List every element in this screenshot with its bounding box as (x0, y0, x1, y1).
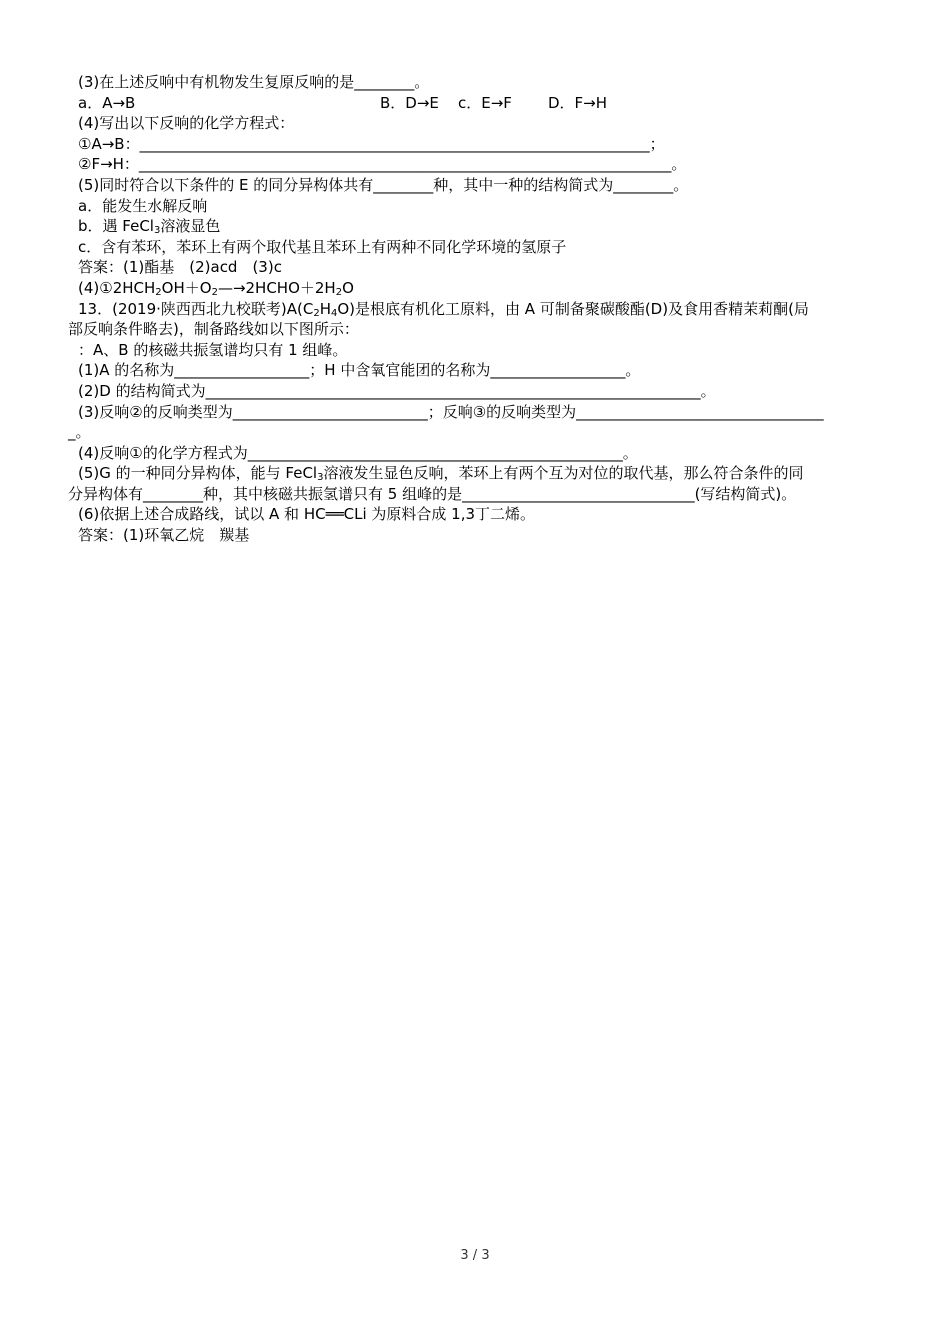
q13-part-1: (1)A 的名称为__________________；H 中含氧官能团的名称为__________________。 (78, 361, 641, 380)
answer-12-line-1: 答案：(1)酯基 (2)acd (3)c (78, 258, 282, 277)
q13-part-6: (6)依据上述合成路线，试以 A 和 HC══CLi 为原料合成 1,3丁二烯。 (78, 505, 536, 524)
q13-part-2: (2)D 的结构简式为__________________________________________________________________。 (78, 381, 716, 400)
q4-line-1: ①A→B：____________________________________________________________________； (78, 134, 665, 153)
q4-line-2: ②F→H：_______________________________________________________________________。 (78, 155, 687, 174)
q5-b-subscript: 3 (153, 225, 161, 237)
q13-part-5-cont: 分异构体有________种，其中核磁共振氢谱只有 5 组峰的是_______________________________(写结构简式)。 (68, 484, 797, 503)
q5-stem: (5)同时符合以下条件的 E 的同分异构体共有________种，其中一种的结构简式为________。 (78, 175, 689, 194)
q13-part-5 (68, 463, 888, 484)
q5-b-text-end: 溶液显色 (160, 217, 221, 236)
q3-option-a: a．A→B (78, 93, 136, 112)
q5-condition-b (68, 216, 888, 237)
q13-l1-c: O)是根底有机化工原料，由 A 可制备聚碳酸酯(D)及食用香精茉莉酮(局 (337, 299, 809, 318)
q5-condition-a: a．能发生水解反响 (78, 196, 208, 215)
ans12-part-d: O (342, 278, 354, 297)
q3-stem: (3)在上述反响中有机物发生复原反响的是________。 (78, 73, 430, 91)
q3-option-c: c．E→F (458, 93, 512, 112)
q3-options (68, 93, 888, 114)
q13-l1-sub-2: 4 (330, 307, 338, 319)
q13-part-3: (3)反响②的反响类型为__________________________；反响③的反响类型为_________________________________ (78, 402, 824, 421)
page-number: 3 / 3 (460, 1248, 490, 1263)
q5-b-text: b．遇 FeCl (78, 217, 154, 236)
ans12-sub-2: 2 (211, 286, 218, 298)
ans12-part-b: OH＋O (161, 278, 212, 297)
ans12-part-c: —→2HCHO＋2H (217, 278, 336, 297)
q13-part-3-end: _。 (68, 423, 91, 442)
q13-p5-sub: 3 (317, 472, 324, 484)
q13-l1-b: H (319, 299, 331, 318)
q3-option-b: B．D→E (380, 93, 439, 112)
q13-given: ：A、B 的核磁共振氢谱均只有 1 组峰。 (78, 340, 348, 359)
q13-answer: 答案：(1)环氧乙烷 羰基 (78, 526, 250, 545)
q3-option-d: D．F→H (548, 93, 608, 112)
page-content (68, 72, 888, 546)
q13-l1-sub-1: 2 (313, 307, 320, 319)
ans12-sub-3: 2 (335, 286, 343, 298)
q5-condition-c: c．含有苯环，苯环上有两个取代基且苯环上有两种不同化学环境的氢原子 (78, 237, 567, 256)
ans12-part-a: (4)①2HCH (78, 278, 156, 297)
q13-p5-a: (5)G 的一种同分异构体，能与 FeCl (78, 464, 318, 483)
answer-12-line-2 (68, 278, 888, 299)
q13-l1-a: 13．(2019·陕西西北九校联考)A(C (78, 299, 314, 318)
q13-intro-line-1 (68, 299, 888, 320)
q13-part-4: (4)反响①的化学方程式为__________________________________________________。 (78, 443, 638, 462)
q13-p5-b: 溶液发生显色反响，苯环上有两个互为对位的取代基，那么符合条件的同 (323, 464, 804, 483)
q4-stem: (4)写出以下反响的化学方程式： (78, 114, 295, 133)
q13-intro-line-2: 部反响条件略去)，制备路线如以下图所示： (68, 320, 359, 339)
ans12-sub-1: 2 (155, 286, 162, 298)
